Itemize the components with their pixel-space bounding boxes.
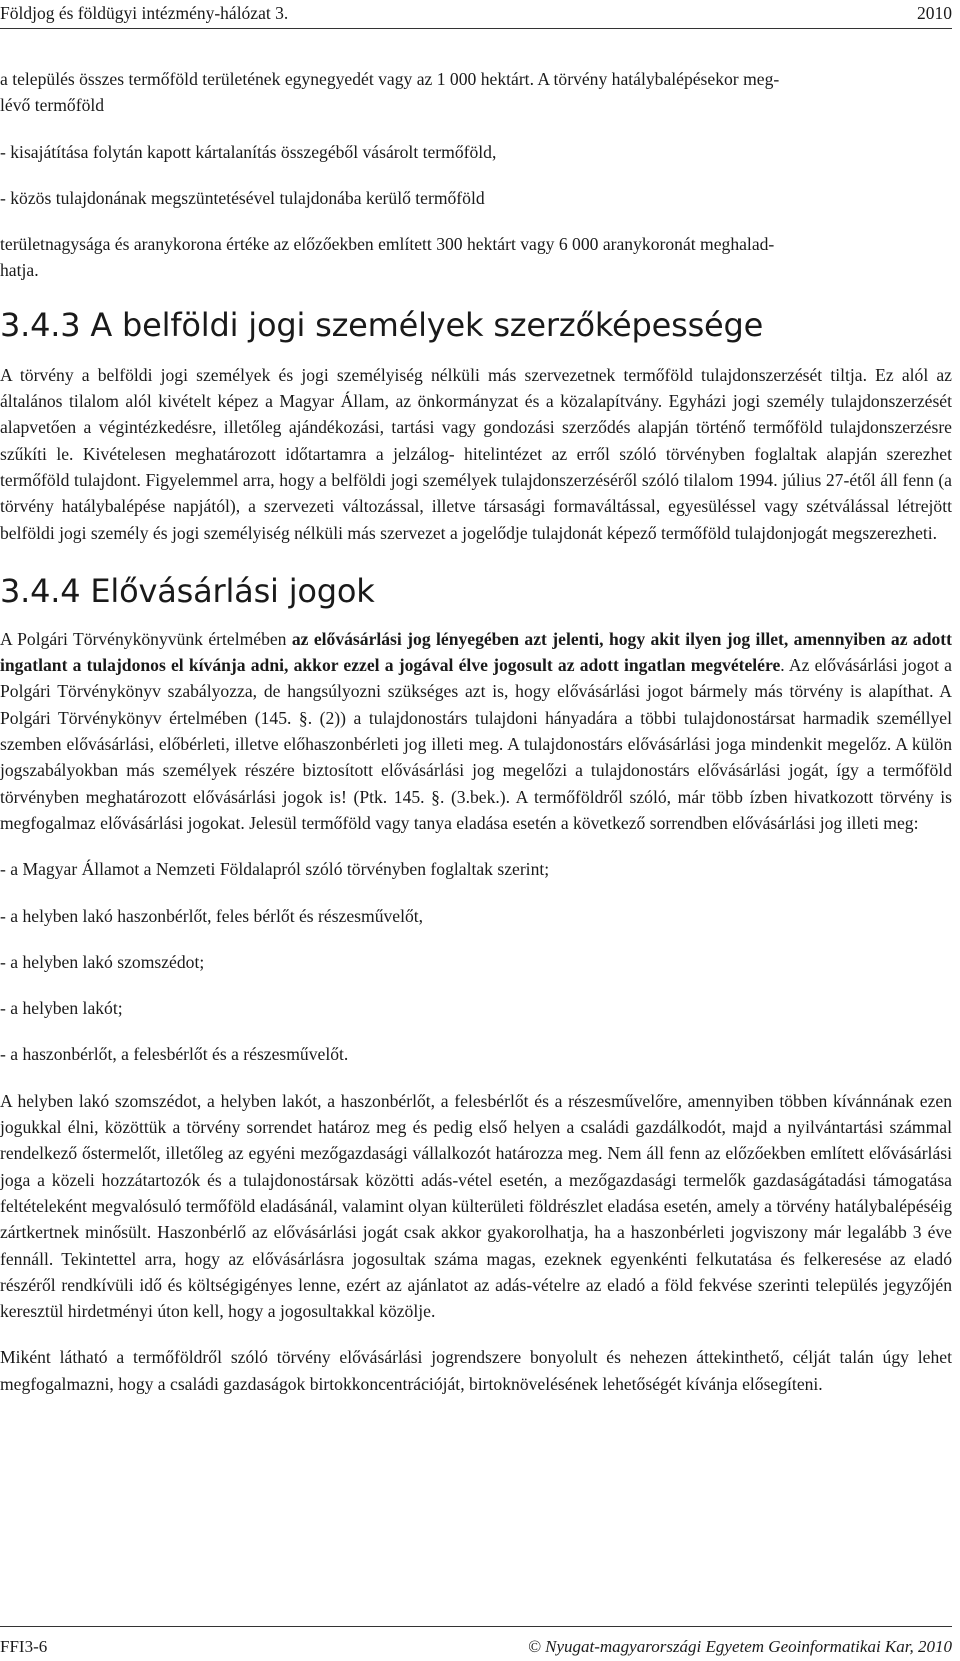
section-344-paragraph-1: A Polgári Törvénykönyvünk értelmében az elővásárlási jog lényegében azt jelenti, hogy akit ilyen jog illet, amennyiben az adott ingatlant a tulajdonos el kívánja adni, akkor ezzel a jogával élve jogosult az adott ingatlan megvételére. Az elővásárlási jogot a Polgári Törvénykönyv szabályozza, de hangsúlyozni szükséges azt is, hogy elővásárlási jogot bármely más törvény is alapíthat. A Polgári Törvénykönyv értelmében (145. §. (2)) a tulajdonostárs tulajdoni hányadára a többi tulajdonostársat harmadik személlyel szemben elővásárlási, előbérleti, illetve előhaszonbérleti jog illeti meg. A tulajdonostárs elővásárlási joga mindenkit megelőz. A külön jogszabályokban más személyek részére biztosított elővásárlási jog megelőzi a tulajdonostárs elővásárlási jogát, így a termőföld törvényben meghatározott elővásárlási jogok is! (Ptk. 145. §. (3.bek.). A termőföldről szóló, már több ízben hivatkozott törvény is megfogalmaz elővásárlási jogokat. Jelesül termőföld vagy tanya eladása esetén a következő sorrendben elővásárlási jog illeti meg: [0,628,952,833]
list-item: - a helyben lakó haszonbérlőt, feles bérlőt és részesművelőt, [0,905,424,926]
section-heading-344: 3.4.4 Elővásárlási jogok [0,571,375,610]
list-item: - a Magyar Államot a Nemzeti Földalapról szóló törvényben foglaltak szerint; [0,859,550,880]
definition-bold: az elővásárlási jog lényegében azt jelenti, hogy akit ilyen jog illet, amennyiben az adott ingatlant a tulajdonos el kívánja adni, akkor ezzel a jogával élve jogosult az adott ingatlan megvételére [0,628,952,676]
section-343-paragraph: A törvény a belföldi jogi személyek és jogi személyiség nélküli más szervezetnek termőföld tulajdonszerzését tiltja. Ez alól az általános tilalom alól kivételt képez a Magyar Állam, az önkormányzat és a közalapítvány. Egyházi jogi személy tulajdonszerzését alapvetően a végintézkedésre, illetőleg ajándékozási, tartási vagy gondozási szerződés alapján történő termőföld tulajdonszerzésre szűkíti le. Kivételesen meghatározott időtartamra a jelzálog- hitelintézet az erről szóló törvényben foglaltak alapján szerezhet termőföld tulajdont. Figyelemmel arra, hogy a belföldi jogi személyek tulajdonszerzéséről szóló tilalom 1994. július 27-étől áll fenn (a törvény hatálybalépése napjától), a szervezeti változással, illetve társasági formaváltással, egyesüléssel vagy szétválással létrejött belföldi jogi személy és jogi személyiség nélküli más szervezet a jogelődje tulajdonát képező termőföld tulajdonjogát megszerezheti. [0,364,952,543]
page-footer [0,1626,952,1661]
list-item: - a haszonbérlőt, a felesbérlőt és a részesművelőt. [0,1044,349,1065]
intro-list-item: - közös tulajdonának megszüntetésével tulajdonába kerülő termőföld [0,187,485,208]
page-header [0,0,952,29]
section-344-paragraph-3: Miként látható a termőföldről szóló törvény elővásárlási jogrendszere bonyolult és nehezen áttekinthető, célját talán úgy lehet megfogalmazni, hogy a családi gazdaságok birtokkoncentrációját, birtoknövelésének lehetőségét kívánja elősegíteni. [0,1347,952,1394]
header-year: 2010 [917,3,952,23]
list-item: - a helyben lakót; [0,998,123,1019]
intro-paragraph-1: a település összes termőföld területének egynegyedét vagy az 1 000 hektárt. A törvény hatálybalépésekor meg- lévő termőföld [0,69,780,116]
section-344-paragraph-2: A helyben lakó szomszédot, a helyben lakót, a haszonbérlőt, a felesbérlőt és a részesművelőre, amennyiben többen kívánnának ezen jogukkal élni, közöttük a törvény sorrendet határoz meg és pedig első helyen a családi gazdálkodót, majd a nyilvántartási számmal rendelkező őstermelőt, illetőleg az egyéni mezőgazdasági vállalkozót határozza meg. Nem áll fenn az előzőekben említett elővásárlási joga a közeli hozzátartozók és a tulajdonostársak közötti adás-vétel esetén, a mezőgazdasági termelők gazdaságátadási támogatása feltételeként megvalósuló termőföld eladásánál, valamint olyan külterületi földrészlet eladása esetén, amely a törvény hatálybalépéséig zártkertnek minősült. Haszonbérlő az elővásárlási jogát csak akkor gyakorolhatja, ha a haszonbérleti jogviszony már legalább 3 éve fennáll. Tekintettel arra, hogy az elővásárlásra jogosultak száma magas, ezeknek egyenkénti felkutatása és felkeresése az eladó részéről rendkívüli idő és költségigényes lenne, ezért az ajánlatot az adás-vételre az eladó a föld fekvése szerinti település jegyzőjén keresztül hirdetményi úton kell, hogy a jogosultakkal közölje. [0,1090,952,1322]
intro-list-item: - kisajátítása folytán kapott kártalanítás összegéből vásárolt termőföld, [0,141,497,162]
footer-page-code: FFI3-6 [0,1637,48,1656]
footer-copyright: © Nyugat-magyarországi Egyetem Geoinformatikai Kar, 2010 [527,1637,952,1656]
intro-paragraph-2: területnagysága és aranykorona értéke az előzőekben említett 300 hektárt vagy 6 000 aranykoronát meghalad- hatja. [0,234,775,281]
list-item: - a helyben lakó szomszédot; [0,951,205,972]
section-heading-343: 3.4.3 A belföldi jogi személyek szerzőképessége [0,305,764,344]
header-title: Földjog és földügyi intézmény-hálózat 3. [0,3,289,23]
page-content [0,66,952,1397]
